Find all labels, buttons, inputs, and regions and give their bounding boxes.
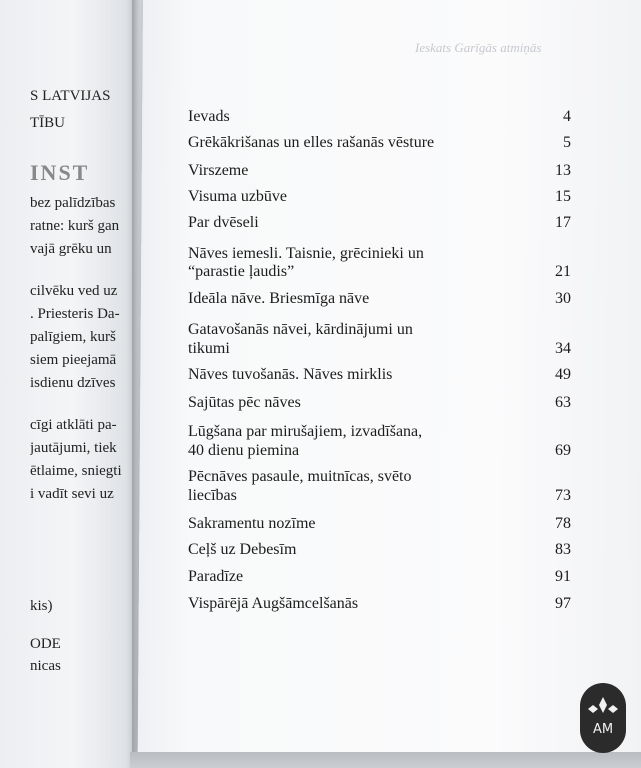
toc-entry-title: Paradīze bbox=[188, 568, 244, 585]
toc-entry-title: Ievads bbox=[188, 108, 230, 125]
toc-entry-page: 15 bbox=[555, 188, 571, 205]
toc-entry-page: 34 bbox=[555, 340, 571, 357]
toc-entry-title: Visuma uzbūve bbox=[188, 188, 288, 205]
left-page-line: cīgi atklāti pa- bbox=[30, 417, 117, 433]
left-page-line: S LATVIJAS bbox=[30, 88, 111, 104]
ghost-header: Ieskats Garīgās atmiņās bbox=[415, 40, 542, 55]
toc-entry-page: 4 bbox=[563, 108, 571, 125]
left-page-line: nicas bbox=[30, 658, 61, 674]
toc-entry-page: 69 bbox=[555, 442, 571, 459]
left-page-line: INST bbox=[30, 160, 90, 185]
toc-entry-title: tikumi bbox=[188, 340, 230, 357]
toc-entry-title: Sajūtas pēc nāves bbox=[188, 394, 301, 411]
toc-entry-page: 78 bbox=[555, 515, 571, 532]
left-page-line: ratne: kurš gan bbox=[30, 218, 120, 234]
left-page-line: vajā grēku un bbox=[30, 241, 112, 257]
toc-entry-page: 30 bbox=[555, 290, 571, 307]
left-page-line: siem pieejamā bbox=[30, 352, 117, 368]
toc-entry-page: 13 bbox=[555, 162, 571, 179]
toc-entry-page: 5 bbox=[563, 134, 571, 151]
toc-entry-title: Ceļš uz Debesīm bbox=[188, 541, 297, 558]
toc-entry-title: liecības bbox=[188, 487, 237, 504]
left-page-line: palīgiem, kurš bbox=[30, 329, 116, 345]
toc-entry-title: Ideāla nāve. Briesmīga nāve bbox=[188, 290, 370, 307]
toc-entry-title: Pēcnāves pasaule, muitnīcas, svēto bbox=[188, 468, 412, 485]
toc-entry-page: 73 bbox=[555, 487, 571, 504]
toc-entry-title: Lūgšana par mirušajiem, izvadīšana, bbox=[188, 423, 423, 440]
toc-entry-page: 21 bbox=[555, 263, 571, 280]
left-page-line: kis) bbox=[30, 598, 53, 614]
toc-entry-title: Nāves iemesli. Taisnie, grēcinieki un bbox=[188, 245, 424, 262]
toc-entry-title: Grēkākrišanas un elles rašanās vēsture bbox=[188, 134, 435, 151]
toc-entry-title: Nāves tuvošanās. Nāves mirklis bbox=[188, 366, 393, 383]
left-page-line: . Priesteris Da- bbox=[30, 306, 120, 322]
left-page-line: jautājumi, tiek bbox=[30, 440, 117, 456]
toc-entry-title: Vispārējā Augšāmcelšanās bbox=[188, 595, 359, 612]
logo-letters: AM bbox=[592, 722, 614, 737]
left-page-line: ētlaime, sniegti bbox=[30, 463, 122, 479]
toc-entry-title: Par dvēseli bbox=[188, 214, 259, 231]
left-page-line: i vadīt sevi uz bbox=[30, 486, 114, 502]
toc-entry-page: 83 bbox=[555, 541, 571, 558]
toc-entry-title: 40 dienu pieminа bbox=[188, 442, 300, 459]
diamond-logo-icon bbox=[586, 693, 620, 743]
watermark-logo bbox=[580, 683, 626, 753]
left-page-line: TĪBU bbox=[30, 115, 65, 131]
toc-entry-title: Gatavošanās nāvei, kārdinājumi un bbox=[188, 321, 413, 338]
toc-entry-title: “parastie ļaudis” bbox=[188, 263, 295, 280]
toc-entry-page: 97 bbox=[555, 595, 571, 612]
toc-entry-page: 63 bbox=[555, 394, 571, 411]
left-page-line: ODE bbox=[30, 636, 61, 652]
toc-entry-title: Virszeme bbox=[188, 162, 249, 179]
left-page-line: cilvēku ved uz bbox=[30, 283, 118, 299]
toc-entry-page: 49 bbox=[555, 366, 571, 383]
left-page-line: isdienu dzīves bbox=[30, 375, 116, 391]
left-page-line: bez palīdzības bbox=[30, 195, 116, 211]
toc-entry-title: Sakramentu nozīme bbox=[188, 515, 316, 532]
toc-entry-page: 17 bbox=[555, 214, 571, 231]
toc-entry-page: 91 bbox=[555, 568, 571, 585]
page-shadow bbox=[130, 752, 641, 768]
